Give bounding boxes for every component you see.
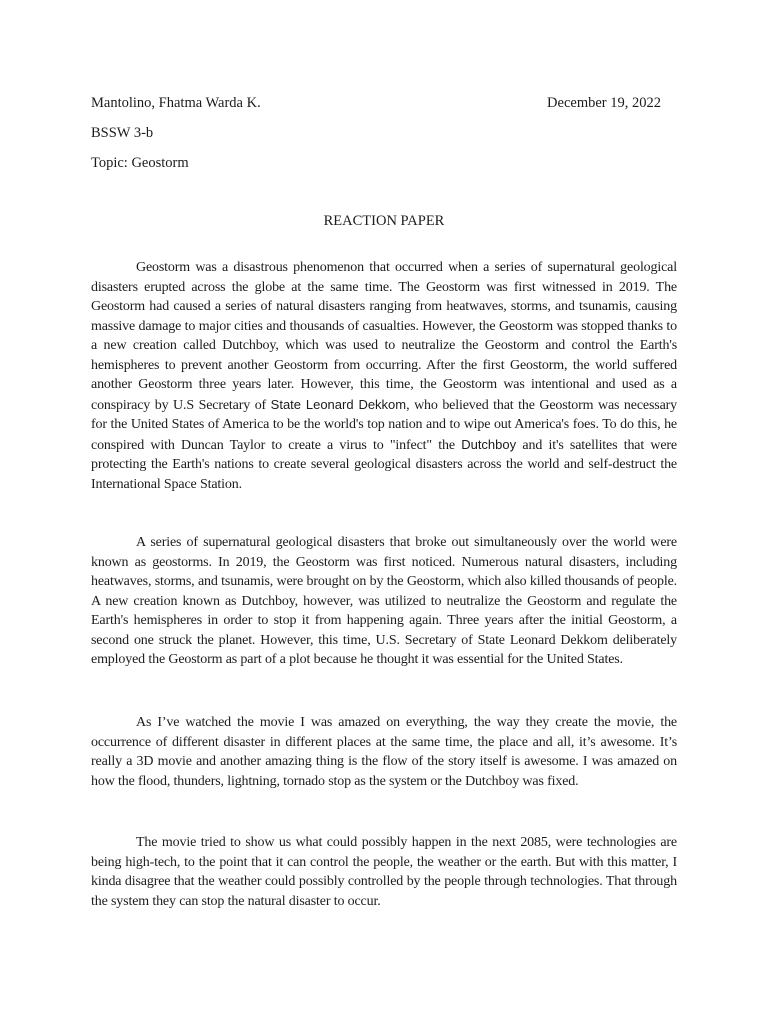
section-label: BSSW 3-b	[91, 125, 154, 141]
header-name-row	[91, 94, 661, 112]
paragraph-1-part-a: Geostorm was a disastrous phenomenon that occurred when a series of supernatural geological disasters erupted across the globe at the same time. The Geostorm was first witnessed in 2019. The Geostorm had caused a series of natural disasters ranging from heatwaves, storms, and tsunamis, causing massive damage to major cities and thousands of casualties. However, the Geostorm was stopped thanks to a new creation called Dutchboy, which was used to neutralize the Geostorm and control the Earth's hemispheres to prevent another Geostorm from occurring. After the first Geostorm, the world suffered another Geostorm three years later. However, this time, the Geostorm was intentional and used as a conspiracy by U.S Secretary of	[91, 260, 677, 413]
student-name: Mantolino, Fhatma Warda K.	[91, 95, 261, 111]
document-title: REACTION PAPER	[323, 213, 445, 229]
paragraph-2: A series of supernatural geological disasters that broke out simultaneously over the world were known as geostorms. In 2019, the Geostorm was first noticed. Numerous natural disasters, including heatwaves, storms, and tsunamis, were brought on by the Geostorm, which also killed thousands of people. A new creation known as Dutchboy, however, was utilized to neutralize the Geostorm and regulate the Earth's hemispheres in order to stop it from happening again. Three years after the initial Geostorm, a second one struck the planet. However, this time, U.S. Secretary of State Leonard Dekkom deliberately employed the Geostorm as part of a plot because he thought it was essential for the United States.	[91, 535, 677, 667]
paragraph-3: As I’ve watched the movie I was amazed on everything, the way they create the movie, the occurrence of different disaster in different places at the same time, the place and all, it’s awesome. It’s really a 3D movie and another amazing thing is the flow of the story itself is awesome. I was amazed on how the flood, thunders, lightning, tornado stop as the system or the Dutchboy was fixed.	[91, 715, 677, 789]
paragraph-1-part-b: , who believed that the Geostorm was necessary for the United States of America to be the world's top nation and to wipe out America's foes. To do this, he conspired with Duncan Taylor to create a virus to "infect" the	[91, 397, 677, 453]
paragraph-1	[91, 258, 677, 494]
paragraph-4: The movie tried to show us what could possibly happen in the next 2085, were technologies are being high-tech, to the point that it can control the people, the weather or the earth. But with this matter, I kinda disagree that the weather could possibly controlled by the people through technologies. That through the system they can stop the natural disaster to occur.	[91, 835, 677, 909]
paragraph-1-highlight-name: State Leonard Dekkom	[270, 396, 407, 412]
document-date: December 19, 2022	[547, 95, 661, 111]
topic-label: Topic: Geostorm	[91, 155, 189, 171]
paragraph-1-highlight-dutchboy: Dutchboy	[461, 436, 517, 452]
paragraph-1-part-c: and it's satellites that were protecting the Earth's nations to create several geological disasters across the world and self-destruct the International Space Station.	[91, 437, 677, 492]
